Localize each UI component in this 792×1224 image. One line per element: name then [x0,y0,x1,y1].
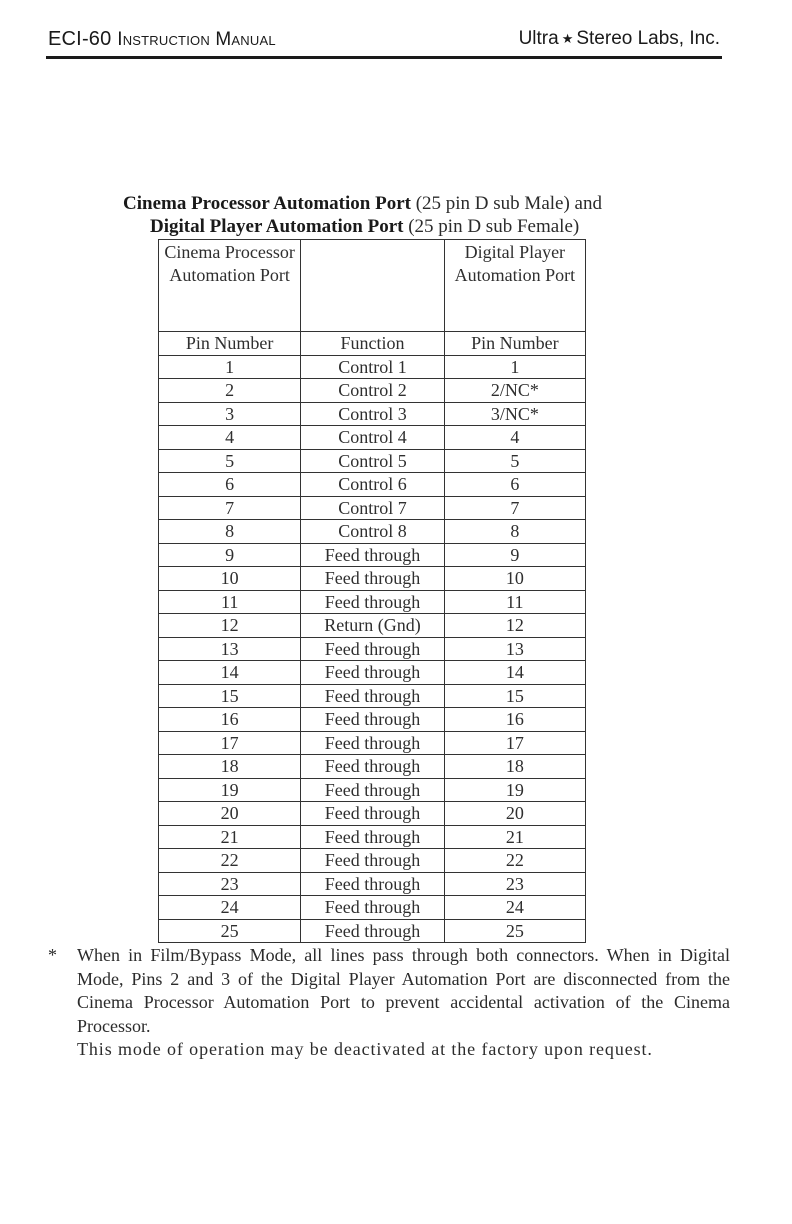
table-row [159,473,586,497]
digital-pin-cell: 16 [444,708,585,732]
function-cell: Control 1 [301,355,444,379]
cinema-port-header: Cinema Processor Automation Port [159,240,301,332]
function-cell: Feed through [301,849,444,873]
company-name [519,28,720,50]
function-cell: Control 6 [301,473,444,497]
digital-pin-cell: 4 [444,426,585,450]
function-cell: Feed through [301,661,444,685]
table-row [159,614,586,638]
digital-pin-cell: 15 [444,684,585,708]
cinema-pin-cell: 9 [159,543,301,567]
footnote [46,944,730,1062]
table-row [159,661,586,685]
cinema-pin-cell: 15 [159,684,301,708]
model-name: ECI-60 [48,28,112,50]
digital-pin-header: Pin Number [444,332,585,356]
cinema-pin-cell: 23 [159,872,301,896]
table-row [159,708,586,732]
digital-pin-cell: 1 [444,355,585,379]
table-row [159,520,586,544]
function-header: Function [301,332,444,356]
table-row [159,637,586,661]
cinema-pin-cell: 8 [159,520,301,544]
table-row [159,402,586,426]
manual-title [48,28,276,51]
cinema-pin-cell: 24 [159,896,301,920]
cinema-pin-cell: 21 [159,825,301,849]
digital-pin-cell: 18 [444,755,585,779]
pinout-table [158,239,586,943]
cinema-pin-cell: 10 [159,567,301,591]
cinema-pin-cell: 1 [159,355,301,379]
cinema-pin-cell: 17 [159,731,301,755]
cinema-pin-cell: 22 [159,849,301,873]
page-header [46,26,722,59]
table-row [159,355,586,379]
cinema-pin-cell: 11 [159,590,301,614]
digital-pin-cell: 22 [444,849,585,873]
digital-pin-cell: 13 [444,637,585,661]
function-cell: Feed through [301,802,444,826]
footnote-paragraph: When in Film/Bypass Mode, all lines pass through both connectors. When in Digital Mode, Pins 2 and 3 of the Digital Player Automation Port are disconnected from the Cinema Processor Automation Port to prevent accidental activation of the Cinema Processor. [77,945,730,1036]
table-row [159,802,586,826]
digital-pin-cell: 5 [444,449,585,473]
pin-rows [159,355,586,943]
function-cell: Feed through [301,825,444,849]
cinema-pin-cell: 19 [159,778,301,802]
table-row [159,825,586,849]
function-cell: Feed through [301,872,444,896]
group-header-row [159,240,586,332]
table-title-line-2 [150,216,792,238]
cinema-pin-cell: 18 [159,755,301,779]
footnote-factory-note: This mode of operation may be deactivated at the factory upon request. [77,1039,653,1059]
digital-pin-cell: 2/NC* [444,379,585,403]
cinema-pin-cell: 5 [159,449,301,473]
function-cell: Feed through [301,919,444,943]
digital-pin-cell: 25 [444,919,585,943]
function-cell: Control 4 [301,426,444,450]
digital-pin-cell: 12 [444,614,585,638]
cinema-pin-cell: 6 [159,473,301,497]
function-cell: Feed through [301,590,444,614]
cinema-pin-cell: 2 [159,379,301,403]
function-cell: Feed through [301,708,444,732]
cinema-pin-cell: 7 [159,496,301,520]
digital-pin-cell: 14 [444,661,585,685]
blank-header [301,240,444,332]
digital-port-subtitle: (25 pin D sub Female) [403,216,580,237]
table-row [159,496,586,520]
table-row [159,896,586,920]
table-row [159,567,586,591]
digital-pin-cell: 21 [444,825,585,849]
cinema-pin-cell: 25 [159,919,301,943]
cinema-pin-cell: 16 [159,708,301,732]
function-cell: Feed through [301,684,444,708]
cinema-pin-cell: 13 [159,637,301,661]
digital-pin-cell: 9 [444,543,585,567]
cinema-port-subtitle: (25 pin D sub Male) and [410,193,602,214]
table-row [159,543,586,567]
cinema-port-title: Cinema Processor Automation Port [123,193,411,214]
cinema-pin-cell: 3 [159,402,301,426]
function-cell: Control 3 [301,402,444,426]
digital-pin-cell: 7 [444,496,585,520]
digital-pin-cell: 8 [444,520,585,544]
function-cell: Feed through [301,637,444,661]
table-row [159,426,586,450]
brand-ultra: Ultra [518,28,559,49]
function-cell: Control 2 [301,379,444,403]
cinema-pin-cell: 14 [159,661,301,685]
digital-pin-cell: 6 [444,473,585,497]
function-cell: Control 5 [301,449,444,473]
cinema-pin-cell: 4 [159,426,301,450]
column-header-row [159,332,586,356]
table-row [159,449,586,473]
table-row [159,872,586,896]
star-icon: ★ [561,31,574,46]
function-cell: Feed through [301,731,444,755]
digital-pin-cell: 23 [444,872,585,896]
function-cell: Feed through [301,896,444,920]
function-cell: Feed through [301,755,444,779]
digital-pin-cell: 3/NC* [444,402,585,426]
digital-pin-cell: 10 [444,567,585,591]
table-row [159,684,586,708]
digital-pin-cell: 17 [444,731,585,755]
cinema-pin-cell: 20 [159,802,301,826]
digital-pin-cell: 11 [444,590,585,614]
digital-pin-cell: 20 [444,802,585,826]
table-row [159,755,586,779]
table-row [159,778,586,802]
table-row [159,849,586,873]
table-row [159,731,586,755]
cinema-pin-cell: 12 [159,614,301,638]
table-title-line-1 [123,193,792,215]
function-cell: Feed through [301,567,444,591]
function-cell: Control 8 [301,520,444,544]
digital-port-header: Digital Player Automation Port [444,240,585,332]
cinema-pin-header: Pin Number [159,332,301,356]
table-row [159,919,586,943]
digital-port-title: Digital Player Automation Port [150,216,404,237]
function-cell: Feed through [301,778,444,802]
digital-pin-cell: 19 [444,778,585,802]
footnote-marker: * [48,945,57,965]
table-row [159,590,586,614]
digital-pin-cell: 24 [444,896,585,920]
function-cell: Control 7 [301,496,444,520]
function-cell: Feed through [301,543,444,567]
manual-name: Instruction Manual [117,29,276,50]
brand-rest: Stereo Labs, Inc. [576,28,720,49]
function-cell: Return (Gnd) [301,614,444,638]
table-row [159,379,586,403]
